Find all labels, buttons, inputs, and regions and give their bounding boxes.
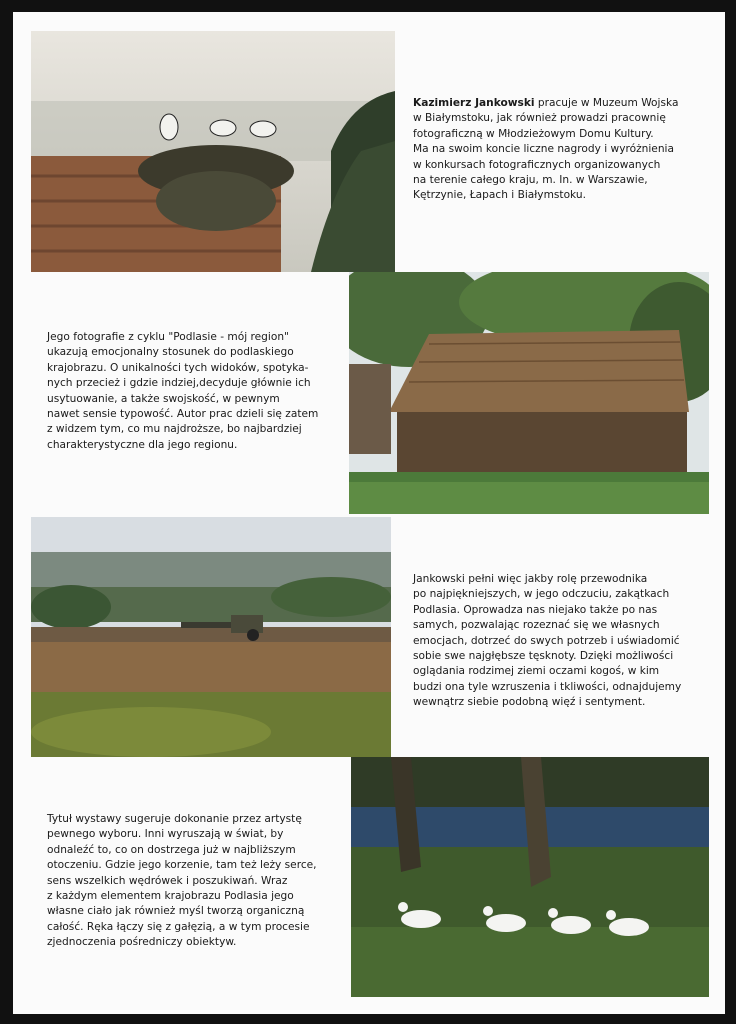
intro-text: pracuje w Muzeum Wojska w Białymstoku, jak również prowadzi pracownię fotograficzną w Młodzieżowym Domu Kultury. Ma na swoim koncie liczne nagrody i wyróżnienia w konkursach fotograficznych organizowanych na terenie całego kraju, m. In. w Warszawie, Kętrzynie, Łapach i Białymstoku. [413,97,679,202]
text-block-title: Tytuł wystawy sugeruje dokonanie przez artystę pewnego wyboru. Inni wyruszają w świat, by odnaleźć to, co on dostrzega już w najbliższym otoczeniu. Gdzie jego korzenie, tam też leży serce, sens wszelkich wędrówek i poszukiwań. Wraz z każdym elementem krajobrazu Podlasia jego własne ciało jak również myśl tworzą organiczną całość. Ręka łączy się z gałęzią, a w tym procesie zjednoczenia pośredniczy obiektyw. [47,813,317,949]
text-block-intro [413,96,713,204]
thatched-barn-photo [349,272,709,514]
text-block-region: Jego fotografie z cyklu "Podlasie - mój region" ukazują emocjonalny stosunek do podlaskiego krajobrazu. O unikalności tych widoków, spotyka- nych przecież i gdzie indziej,decyduje głównie ich usytuowanie, a także swojskość, w pewnym nawet sensie typowość. Autor prac dzieli się zatem z widzem tym, co mu najdroższe, bo najbardziej charakterystyczne dla jego regionu. [47,331,319,451]
brochure-page [13,12,725,1014]
text-block-guide: Jankowski pełni więc jakby rolę przewodnika po najpiękniejszych, w jego odczuciu, zakątkach Podlasia. Oprowadza nas niejako także po nas samych, pozwalając rozeznać się we własnych emocjach, dotrzeć do swych potrzeb i uświadomić sobie swe najgłębsze tęsknoty. Dzięki możliwości oglądania rodzimej ziemi oczami kogoś, w kim budzi ona tyle wzruszenia i tkliwości, odnajdujemy wewnątrz siebie podobną więź i sentyment. [413,573,682,709]
geese-photo [351,757,709,997]
field-tractor-photo [31,517,391,757]
author-name: Kazimierz Jankowski [413,97,535,109]
storks-nest-photo [31,31,395,272]
